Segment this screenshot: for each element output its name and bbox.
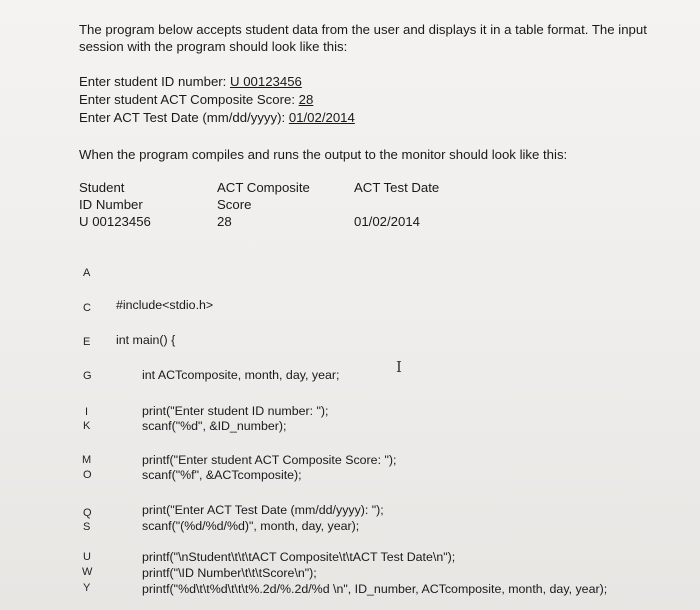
session-line-2 — [79, 92, 313, 108]
code-line: printf("%d\t\t%d\t\t\t%.2d/%.2d/%d \n", ID_number, ACTcomposite, month, day, year); — [142, 582, 608, 596]
code-include: #include<stdio.h> — [116, 298, 214, 312]
code-line: scanf("%d", &ID_number); — [142, 419, 287, 433]
table-cell-id: U 00123456 — [79, 214, 151, 229]
line-letter: Q — [83, 507, 92, 519]
code-line: printf("\ID Number\t\t\tScore\n"); — [142, 566, 317, 580]
line-letter: U — [83, 551, 91, 563]
line-letter: M — [82, 454, 92, 466]
code-line: printf("\nStudent\t\t\tACT Composite\t\tACT Test Date\n"); — [142, 550, 456, 564]
table-header-student: Student — [79, 180, 125, 195]
session-value: 28 — [298, 92, 314, 107]
code-line: printf("Enter student ACT Composite Score: "); — [142, 453, 397, 467]
session-value: U 00123456 — [230, 74, 302, 89]
code-line: print("Enter ACT Test Date (mm/dd/yyyy): "); — [142, 503, 384, 517]
line-letter: E — [83, 336, 91, 348]
session-prompt: Enter student ACT Composite Score: — [79, 92, 299, 107]
text-cursor-icon: I — [396, 358, 402, 376]
table-header-act-test-date: ACT Test Date — [354, 180, 440, 195]
line-letter: I — [85, 406, 89, 418]
line-letter: A — [83, 267, 91, 279]
line-letter: S — [83, 521, 91, 533]
code-declaration: int ACTcomposite, month, day, year; — [142, 368, 340, 382]
line-letter: O — [83, 469, 92, 481]
intro-line-2: session with the program should look like this: — [79, 39, 348, 54]
intro-line-1: The program below accepts student data from the user and displays it in a table format. The input — [79, 22, 647, 37]
code-line: print("Enter student ID number: "); — [142, 404, 329, 418]
code-line: scanf("(%d/%d/%d)", month, day, year); — [142, 519, 360, 533]
session-line-1 — [79, 74, 302, 90]
line-letter: G — [83, 370, 92, 382]
session-value: 01/02/2014 — [288, 110, 355, 125]
code-main: int main() { — [116, 333, 176, 347]
table-header-score: Score — [217, 197, 252, 212]
table-cell-score: 28 — [217, 214, 232, 229]
table-header-act-composite: ACT Composite — [217, 180, 310, 195]
line-letter: W — [82, 566, 93, 578]
session-prompt: Enter ACT Test Date (mm/dd/yyyy): — [79, 110, 289, 125]
session-prompt: Enter student ID number: — [79, 74, 230, 89]
line-letter: K — [83, 420, 91, 432]
line-letter: Y — [83, 582, 91, 594]
line-letter: C — [83, 302, 91, 314]
code-line: scanf("%f", &ACTcomposite); — [142, 468, 302, 482]
table-header-id-number: ID Number — [79, 197, 143, 212]
output-intro: When the program compiles and runs the output to the monitor should look like this: — [79, 147, 568, 162]
session-line-3 — [79, 110, 355, 126]
table-cell-date: 01/02/2014 — [354, 214, 421, 229]
